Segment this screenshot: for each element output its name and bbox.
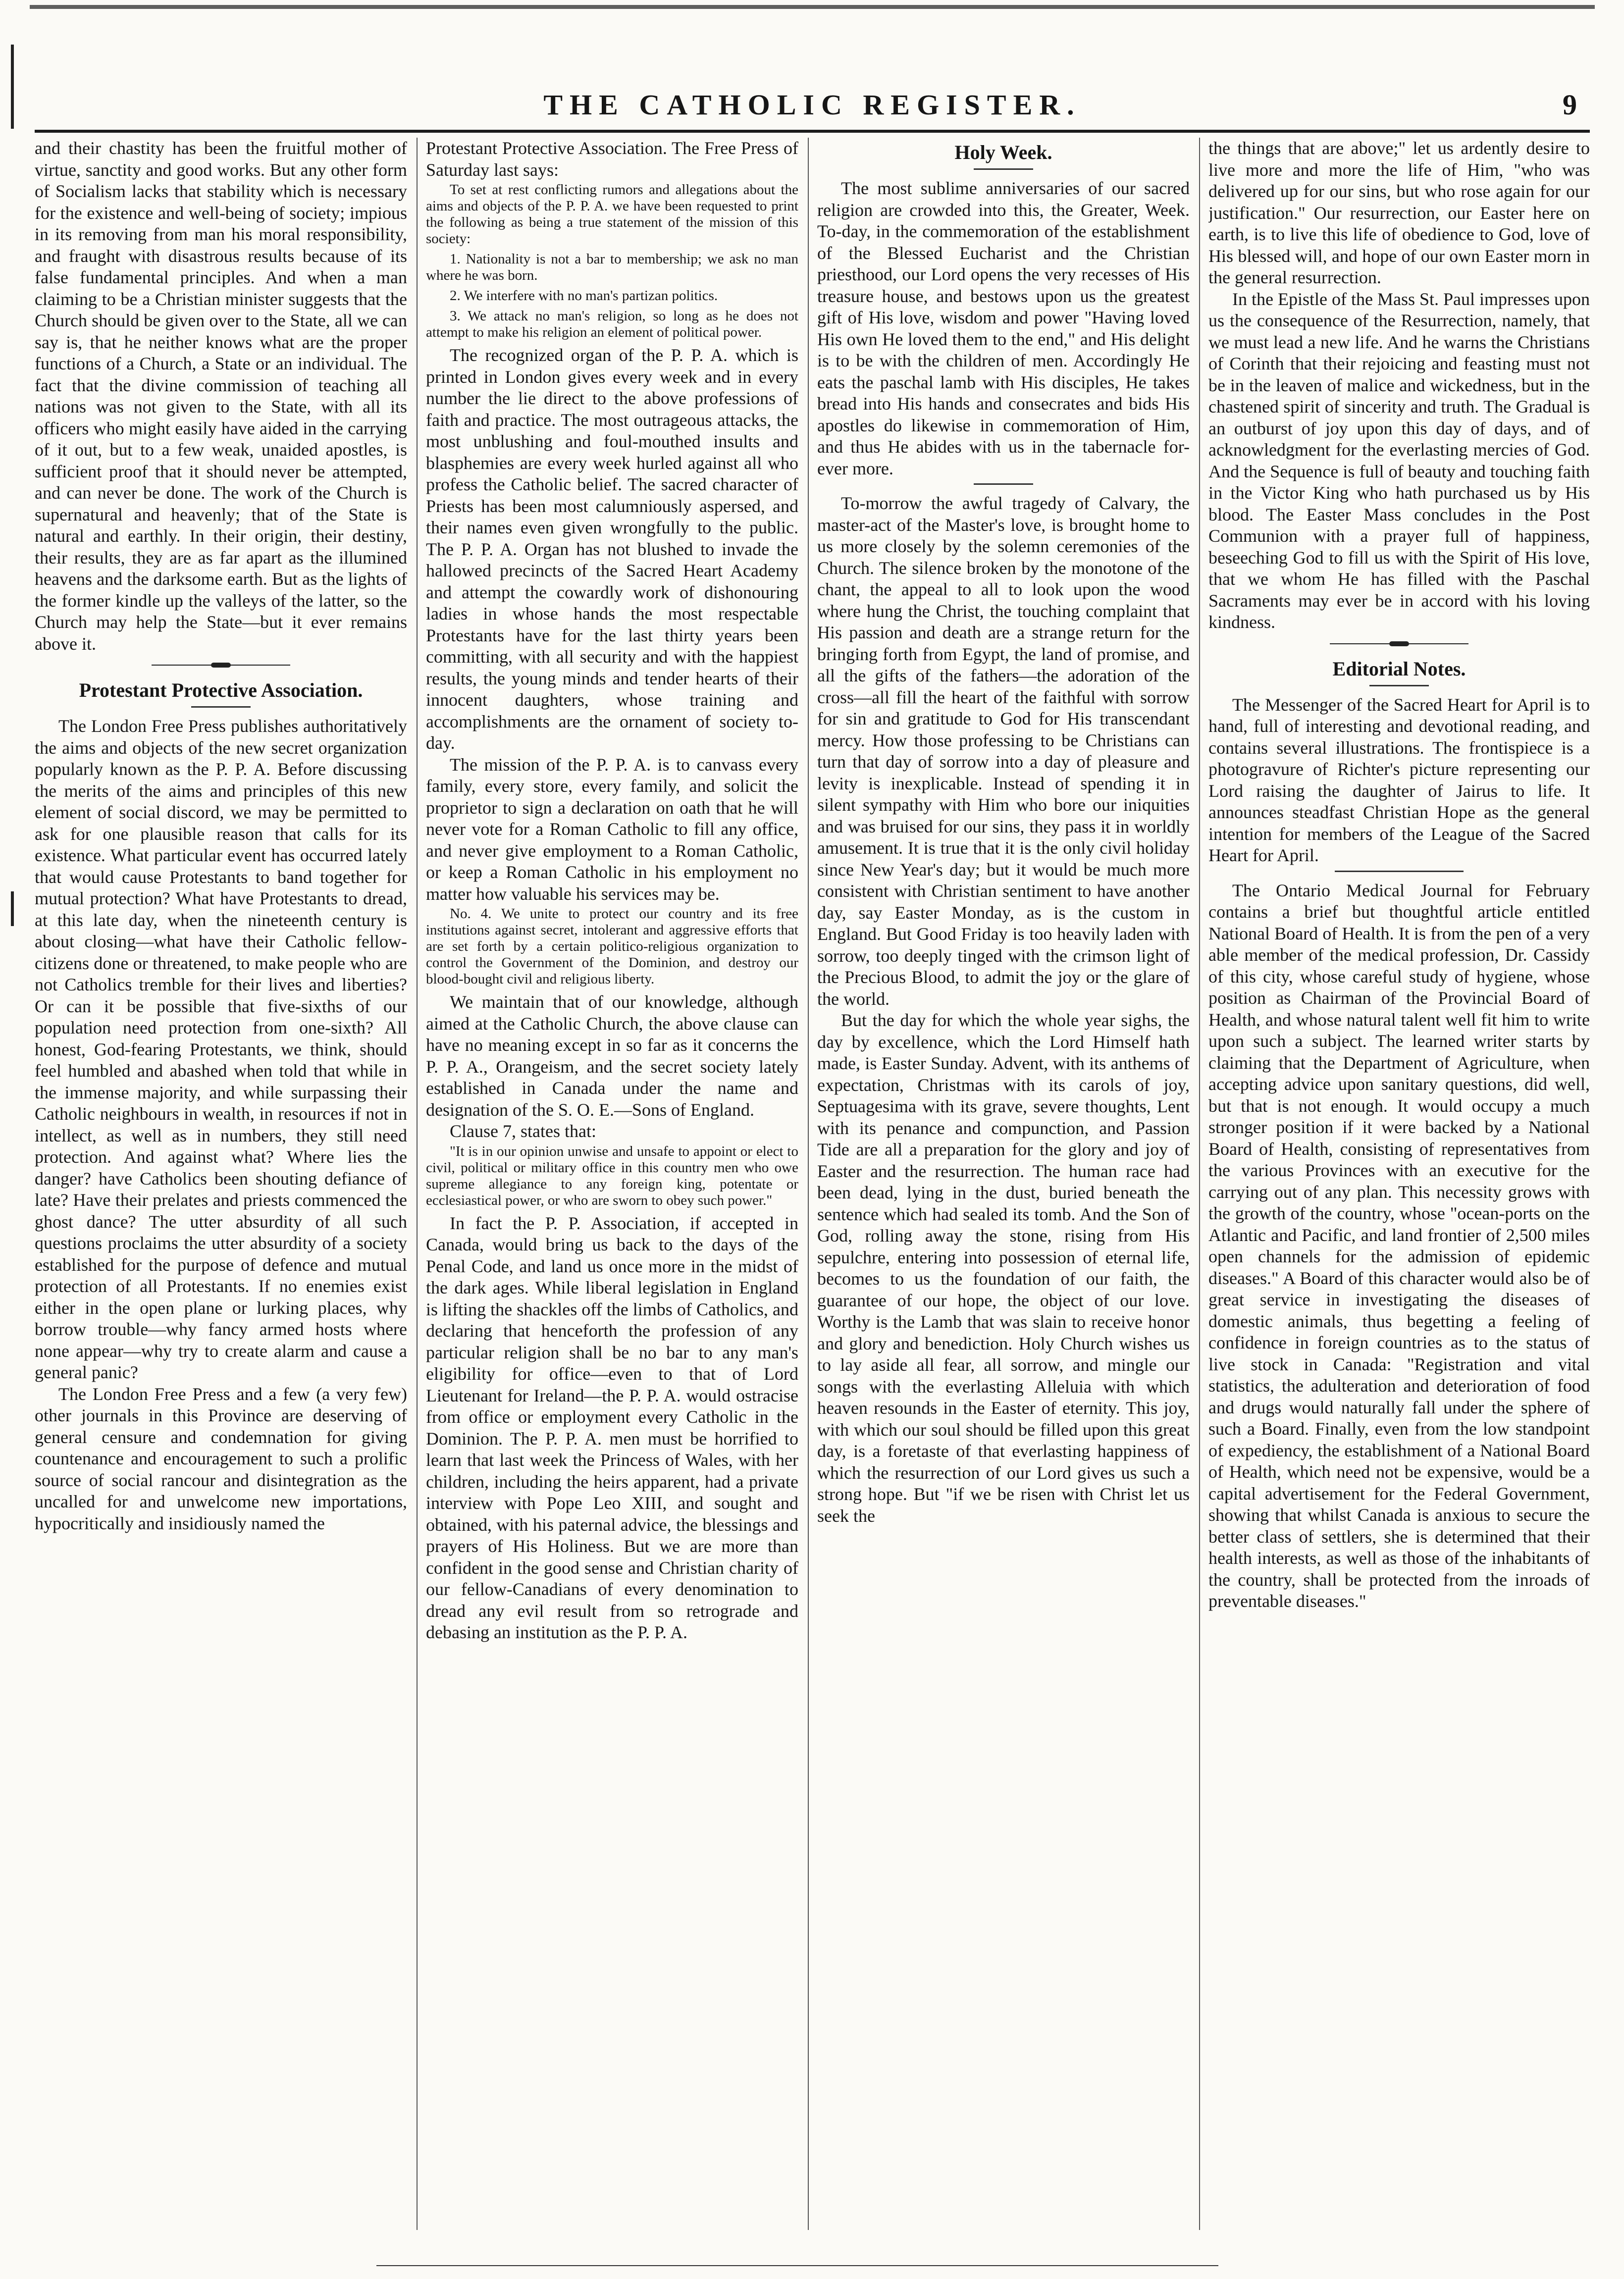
article-paragraph: To-morrow the awful tragedy of Calvary, the master-act of the Master's love, is brought home to us more closely by the solemn ceremonies of the Church. The silence broken by the monotone of the chant, the appeal to all to look upon the wood where hung the Christ, the touching complaint that His passion and death are a strange return for the bringing forth from Egypt, the land of promise, and all the gifts of the fathers—the adoration of the cross—all fill the heart of the faithful with sorrow for sin and gratitude to God for His transcendant mercy. How those professing to be Christians can turn that day of sorrow into a day of pleasure and levity is inexplicable. Instead of spending it in silent sympathy with Him who bore our iniquities and was bruised for our sins, they pass it in worldly amusement. It is true that it is the only civil holiday since New Year's day; but it would be much more consistent with Christian sentiment to have another day, say Easter Monday, as is the custom in England. But Good Friday is too heavily laden with sorrow, too deeply tinged with the crimson light of the Precious Blood, to admit the joy or the glare of the world. (817, 493, 1190, 1009)
article-paragraph: The recognized organ of the P. P. A. which is printed in London gives every week and in every number the lie direct to the above professions of faith and practice. The most outrageous attacks, the most unblushing and foul-mouthed insults and blasphemies are every week hurled against all who profess the Catholic belief. The sacred character of Priests has been most calumniously aspersed, and their names even given wrongfully to the public. The P. P. A. Organ has not blushed to invade the hallowed precincts of the Sacred Heart Academy and attempt the cowardly work of dishonouring ladies in whose hands the most respectable Protestants have for the last thirty years been committing, with all security and with the happiest results, the young minds and tender hearts of their innocent daughters, whose training and accomplishments are the ornament of society to-day. (426, 345, 798, 753)
top-scan-edge (30, 5, 1595, 9)
heading-rule (974, 168, 1033, 170)
quoted-statement: To set at rest conflicting rumors and allegations about the aims and objects of the P. P. A. we have been requested to print the following as being a true statement of the mission of this society: (426, 182, 798, 247)
article-heading-editorial-notes: Editorial Notes. (1332, 657, 1466, 680)
left-margin-mark (11, 45, 14, 129)
header-rule (35, 130, 1590, 133)
paragraph-rule (1335, 871, 1464, 872)
heading-rule (1369, 685, 1429, 686)
masthead-title: THE CATHOLIC REGISTER. (543, 89, 1081, 121)
quoted-statement: "It is in our opinion unwise and unsafe to appoint or elect to civil, political or military office in this country men who owe supreme allegiance to any foreign king, potentate or ecclesiastical power, or who are sworn to obey such power." (426, 1143, 798, 1208)
article-heading-holy-week: Holy Week. (954, 141, 1052, 163)
column-4 (1208, 138, 1590, 2230)
article-paragraph: The most sublime anniversaries of our sacred religion are crowded into this, the Greater, Week. To-day, in the commemoration of the establishment of the Blessed Eucharist and the Christian priesthood, our Lord opens the very recesses of His treasure house, and bestows upon us the greatest gift of His love, wisdom and power "Having loved His own He loved them to the end," and His delight is to be with the children of men. Accordingly He eats the paschal lamb with His disciples, He takes bread into His hands and consecrates and bids His apostles do likewise in commemoration of Him, and thus He abides with us in the tabernacle for-ever more. (817, 178, 1190, 478)
section-ornament (152, 662, 290, 669)
article-paragraph: The mission of the P. P. A. is to canvass every family, every store, every family, and solicit the proprietor to sign a declaration on oath that he will never vote for a Roman Catholic to fill any office, and never give employment to a Roman Catholic, or keep a Roman Catholic in his employment no matter how valuable his services may be. (426, 754, 798, 904)
quoted-statement: 3. We attack no man's religion, so long as he does not attempt to make his religion an element of political power. (426, 308, 798, 340)
column-2 (426, 138, 798, 2230)
quoted-statement: No. 4. We unite to protect our country and its free institutions against secret, intolerant and aggressive efforts that are set forth by a certain politico-religious organization to control the Government of the Dominion, and destroy our blood-bought civil and religious liberty. (426, 906, 798, 987)
page-number: 9 (1563, 89, 1577, 121)
article-paragraph: The London Free Press and a few (a very few) other journals in this Province are deserving of general censure and condemnation for giving countenance and encouragement to such a prolific source of social rancour and disintegration as the uncalled for and unwelcome new importations, hypocritically and insidiously named the (35, 1384, 407, 1533)
heading-rule (191, 706, 251, 708)
article-paragraph: But the day for which the whole year sighs, the day by excellence, which the Lord Himself hath made, is Easter Sunday. Advent, with its anthems of expectation, Christmas with its carols of joy, Septuagesima with its grave, severe thoughts, Lent with its penance and compunction, and Passion Tide are all a preparation for the glory and joy of Easter and the resurrection. The human race had been dead, lying in the dust, buried beneath the sentence which had sealed its tomb. And the Son of God, rolling away the stone, rising from His sepulchre, entering into possession of eternal life, becomes to us the foundation of our faith, the guarantee of our hope, the object of our love. Worthy is the Lamb that was slain to receive honor and glory and benediction. Holy Church wishes us to lay aside all fear, all sorrow, and mingle our songs with the everlasting Alleluia with which heaven resounds in the Easter of eternity. This joy, with which our soul should be filled upon this great day, is a foretaste of that everlasting happiness of which the resurrection of our Lord gives us such a strong hope. But "if we be risen with Christ let us seek the (817, 1010, 1190, 1526)
article-paragraph: Protestant Protective Association. The Free Press of Saturday last says: (426, 138, 798, 180)
article-paragraph: and their chastity has been the fruitful mother of virtue, sanctity and good works. But any other form of Socialism lacks that stability which is necessary for the existence and well-being of society; impious in its removing from man his moral responsibility, and fraught with disastrous results because of its false fundamental principles. And when a man claiming to be a Christian minister suggests that the Church should be given over to the State, all we can say is, that he neither knows what are the proper functions of a Church, a State or an individual. The fact that the divine commission of teaching all nations was not given to the State, with all its officers who might easily have aided in the carrying of it out, but to a few weak, unaided apostles, is sufficient proof that it should never be attempted, and can never be done. The work of the Church is supernatural and heavenly; that of the State is natural and earthly. In their origin, their destiny, their results, they are as far apart as the illumined heavens and the darksome earth. But as the lights of the former kindle up the valleys of the latter, so the Church may help the State—but it ever remains above it. (35, 138, 407, 654)
article-paragraph: The Messenger of the Sacred Heart for April is to hand, full of interesting and devotional reading, and contains several illustrations. The frontispiece is a photogravure of Richter's picture representing our Lord raising the daughter of Jairus to life. It announces steadfast Christian Hope as the general intention for members of the League of the Sacred Heart for April. (1208, 694, 1590, 865)
column-3 (817, 138, 1190, 2230)
column-rule (1199, 138, 1200, 2230)
left-margin-mark-2 (11, 891, 14, 926)
column-1 (35, 138, 407, 2230)
quoted-statement: 2. We interfere with no man's partizan politics. (450, 288, 718, 304)
article-paragraph: We maintain that of our knowledge, although aimed at the Catholic Church, the above clause can have no meaning except in so far as it concerns the P. P. A., Orangeism, and the secret society lately established in Canada under the name and designation of the S. O. E.—Sons of England. (426, 992, 798, 1120)
column-rule (808, 138, 809, 2230)
columns (35, 138, 1590, 2230)
bottom-rule (376, 2265, 1218, 2266)
quoted-statement: 1. Nationality is not a bar to membership; we ask no man where he was born. (426, 251, 798, 283)
page-header (35, 88, 1590, 128)
article-paragraph: In the Epistle of the Mass St. Paul impresses upon us the consequence of the Resurrection, namely, that we must lead a new life. And he warns the Christians of Corinth that their rejoicing and feasting must not be in the leaven of malice and wickedness, but in the chastened spirit of sincerity and truth. The Gradual is an outburst of joy upon this day of days, and of acknowledgment for the everlasting mercies of God. And the Sequence is full of beauty and touching faith in the Victor King who hath purchased us by His blood. The Easter Mass concludes in the Post Communion with a prayer full of happiness, beseeching God to fill us with the Spirit of His love, that we whom He has filled with the Paschal Sacraments may ever be in accord with his loving kindness. (1208, 289, 1590, 632)
article-paragraph: the things that are above;" let us ardently desire to live more and more the life of Him, "who was delivered up for our sins, but who rose again for our justification." Our resurrection, our Easter here on earth, is to live this life of obedience to God, love of His blessed will, and hope of our own Easter morn in the general resurrection. (1208, 138, 1590, 287)
section-ornament (1330, 640, 1468, 647)
article-paragraph: Clause 7, states that: (450, 1121, 596, 1141)
article-paragraph: In fact the P. P. Association, if accepted in Canada, would bring us back to the days of the Penal Code, and land us once more in the midst of the dark ages. While liberal legislation in England is lifting the shackles off the limbs of Catholics, and declaring that henceforth the profession of any particular religion shall be no bar to any man's eligibility for office—even to that of Lord Lieutenant for Ireland—the P. P. A. would ostracise from office or employment every Catholic in the Dominion. The P. P. A. men must be horrified to learn that last week the Princess of Wales, with her children, including the heirs apparent, had a private interview with Pope Leo XIII, and sought and obtained, with his paternal advice, the blessings and prayers of His Holiness. But we are more than confident in the good sense and Christian charity of our fellow-Canadians of every denomination to dread any evil result from so retrograde and debasing an institution as the P. P. A. (426, 1213, 798, 1642)
paragraph-rule (974, 483, 1033, 485)
article-heading-ppa: Protestant Protective Association. (79, 679, 363, 701)
column-rule (417, 138, 418, 2230)
article-paragraph: The London Free Press publishes authoritatively the aims and objects of the new secret organization popularly known as the P. P. A. Before discussing the merits of the aims and principles of this new element of social discord, we may be permitted to ask for one plausible reason that calls for its existence. What particular event has occurred lately that would cause Protestants to band together for mutual protection? What have Protestants to dread, at this late day, when the nineteenth century is about closing—what have their Catholic fellow-citizens done or threatened, to make people who are not Catholics tremble for their lives and liberties? Or can it be possible that five-sixths of our population need protection from one-sixth? All honest, God-fearing Protestants, we think, should feel humbled and abashed when told that while in the immense majority, and while surpassing their Catholic neighbours in wealth, in resources if not in intellect, as well as in numbers, they still need protection. And against what? Where lies the danger? have Catholics been shouting defiance of late? Have their prelates and priests commenced the ghost dance? The utter absurdity of all such questions proclaims the utter absurdity of a society established for the purpose of defence and mutual protection of all Protestants. If no enemies exist either in the open plane or lurking places, why borrow trouble—why fancy armed hosts where none appear—why try to create alarm and cause a general panic? (35, 716, 407, 1382)
article-paragraph: The Ontario Medical Journal for February contains a brief but thoughtful article entitled National Board of Health. It is from the pen of a very able member of the medical profession, Dr. Cassidy of this city, whose careful study of hygiene, whose position as Chairman of the Provincial Board of Health, and whose natural talent well fit him to write upon such a subject. The learned writer starts by claiming that the Department of Agriculture, when accepting advice upon sanitary questions, did well, but that is not enough. It would occupy a much stronger position if it were backed by a National Board of Health, consisting of representatives from the various Provinces with an executive for the carrying out of any plan. This necessity grows with the growth of the country, whose "ocean-ports on the Atlantic and Pacific, and land frontier of 2,500 miles open channels for the admission of epidemic diseases." A Board of this character would also be of great service in investigating the diseases of domestic animals, thus begetting a feeling of confidence in foreign countries as to the status of live stock in Canada: "Registration and vital statistics, the adulteration and deterioration of food and drugs would naturally fall under the sphere of such a Board. Finally, even from the low standpoint of expediency, the establishment of a National Board of Health, which need not be expensive, would be a capital advertisement for the Federal Government, showing that whilst Canada is anxious to secure the better class of settlers, she is determined that their health interests, as well as those of the inhabitants of the country, shall be protected from the inroads of preventable diseases." (1208, 880, 1590, 1611)
